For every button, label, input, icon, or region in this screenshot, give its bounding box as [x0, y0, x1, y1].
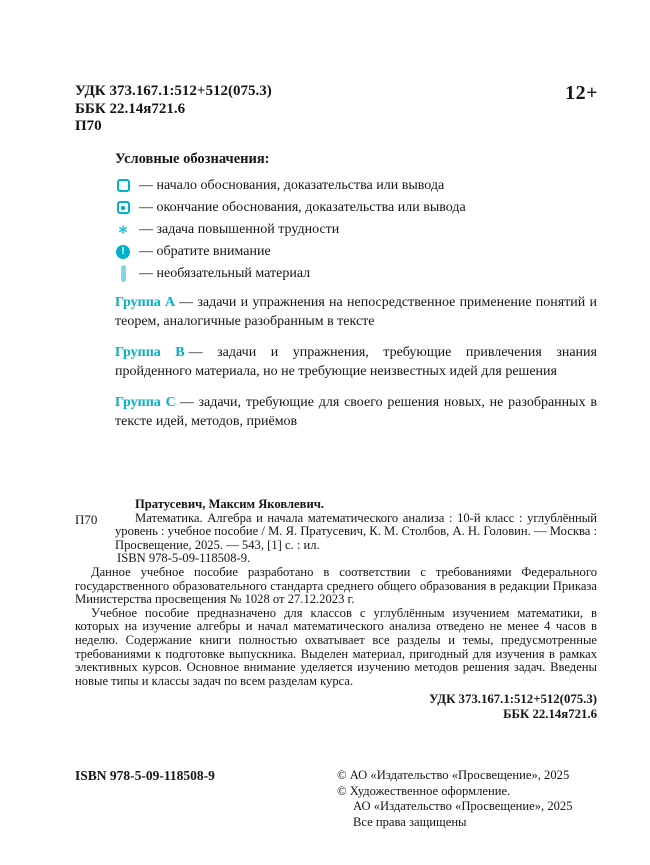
group-c-text: — задачи, требующие для своего решения новых, не разобранных в тексте идей, методов, приёмов	[115, 395, 597, 429]
legend-item-text: — начало обоснования, доказательства или вывода	[139, 177, 445, 193]
legend-item	[115, 222, 597, 237]
legend-item	[115, 178, 597, 193]
legend-item	[115, 244, 597, 259]
legend-item-text: — обратите внимание	[139, 243, 271, 259]
group-a-text: — задачи и упражнения на непосредственное применение понятий и теорем, аналогичные разобранным в тексте	[115, 295, 597, 329]
vertical-bar-icon	[115, 265, 131, 282]
card-author: Пратусевич, Максим Яковлевич.	[135, 497, 324, 511]
legend-section	[115, 151, 597, 431]
group-b-text: — задачи и упражнения, требующие привлечения знания пройденного материала, но не требующие неизвестных идей для решения	[115, 345, 597, 379]
classification-block	[75, 83, 272, 136]
udk-right-line: УДК 373.167.1:512+512(075.3)	[429, 692, 597, 707]
group-c-label: Группа С	[115, 395, 176, 410]
asterisk-icon: ∗	[117, 220, 129, 239]
catalog-card	[75, 498, 597, 721]
group-b-description	[115, 343, 597, 381]
copyright-line: АО «Издательство «Просвещение», 2025	[353, 799, 573, 813]
exclamation-circle-icon: !	[115, 245, 131, 259]
udk-line: УДК 373.167.1:512+512(075.3)	[75, 83, 272, 99]
card-isbn-line: ISBN 978-5-09-118508-9.	[117, 551, 251, 566]
square-dot-icon	[115, 201, 131, 214]
bbk-right-line: ББК 22.14я721.6	[503, 706, 597, 721]
bibliographic-description: Математика. Алгебра и начала математического анализа : 10-й класс : углублённый уровень : учебное пособие / М. Я. Пратусевич, К. М. Столбов, А. Н. Головин. — Москва : Просвещение, 2025. — 543, [1] с. : ил.	[115, 510, 597, 552]
legend-title: Условные обозначения:	[115, 151, 270, 167]
group-a-label: Группа А	[115, 295, 176, 310]
copyright-line: © Художественное оформление.	[337, 783, 511, 798]
annotation-paragraph-1: Данное учебное пособие разработано в соответствии с требованиями Федерального государственного образовательного стандарта среднего общего образования в редакции Приказа Министерства просвещения № 1028 от 27.12.2023 г.	[75, 564, 597, 607]
age-rating-badge: 12+	[565, 82, 598, 104]
legend-item-text: — задача повышенной трудности	[139, 221, 340, 237]
square-outline-icon	[115, 179, 131, 192]
group-b-label: Группа В	[115, 345, 185, 360]
copyright-line: Все права защищены	[353, 814, 467, 829]
card-author-sign-code: П70	[75, 512, 98, 527]
annotation-paragraph-2: Учебное пособие предназначено для классов с углублённым изучением математики, в которых на изучение алгебры и начал математического анализа отведено не менее 4 часов в неделю. Содержание книги полностью охватывает все разделы и темы, предусмотренные требованиями к подготовке выпускника. Выделен материал, пригодный для изучения в рамках элективных курсов. Основное внимание уделяется изучению методов решения задач. Введены новые типы и классы задач по всем разделам курса.	[75, 605, 597, 688]
legend-item-text: — окончание обоснования, доказательства или вывода	[139, 199, 466, 215]
author-sign-code: П70	[75, 118, 102, 134]
classification-right-block	[75, 692, 597, 721]
copyright-block	[337, 768, 573, 830]
bbk-line: ББК 22.14я721.6	[75, 100, 186, 117]
legend-item	[115, 266, 597, 281]
legend-item	[115, 200, 597, 215]
footer-isbn: ISBN 978-5-09-118508-9	[75, 768, 215, 783]
group-c-description	[115, 393, 597, 431]
copyright-line: © АО «Издательство «Просвещение», 2025	[337, 768, 570, 782]
group-a-description	[115, 293, 597, 331]
legend-item-text: — необязательный материал	[139, 265, 311, 281]
